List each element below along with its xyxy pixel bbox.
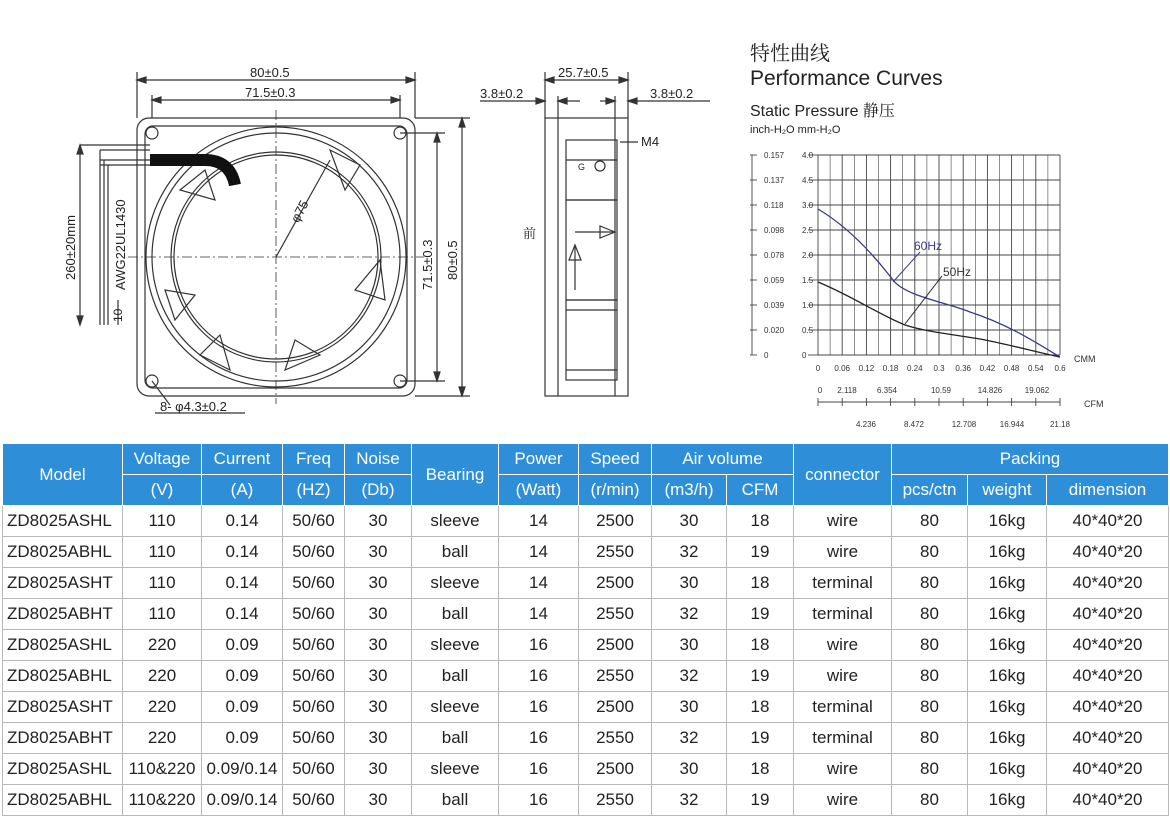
table-cell: 30 [345, 568, 412, 599]
table-cell: 40*40*20 [1047, 568, 1169, 599]
inch-tick-label: 0.157 [764, 151, 785, 160]
table-cell: terminal [794, 692, 892, 723]
table-cell: 16kg [968, 537, 1047, 568]
table-cell: 30 [345, 506, 412, 537]
side-screw: M4 [641, 134, 660, 149]
header-current: Current [202, 444, 283, 475]
fan-front-view [77, 72, 470, 413]
table-cell: 0.09 [202, 661, 283, 692]
table-cell: sleeve [412, 692, 499, 723]
header-speed: Speed [579, 444, 652, 475]
table-cell: 2500 [579, 692, 652, 723]
table-row [3, 568, 1169, 599]
table-cell: 0.14 [202, 506, 283, 537]
perf-axis-labels [764, 151, 1104, 429]
table-cell: 32 [652, 785, 727, 816]
table-row [3, 661, 1169, 692]
curve-50hz-leader [905, 276, 942, 324]
table-cell: 0.09 [202, 692, 283, 723]
table-cell: wire [794, 630, 892, 661]
table-cell: 16kg [968, 568, 1047, 599]
cmm-tick-label: 0.36 [955, 364, 971, 373]
table-cell: 16 [499, 661, 579, 692]
table-cell: sleeve [412, 568, 499, 599]
table-cell: 80 [892, 537, 968, 568]
front-wire-label: AWG22UL1430 [113, 199, 128, 290]
table-cell: 0.14 [202, 568, 283, 599]
cfm-tick-label: 10.59 [930, 386, 952, 395]
table-cell: 16kg [968, 661, 1047, 692]
table-cell: 30 [652, 692, 727, 723]
table-cell: 19 [727, 785, 794, 816]
table-cell: 18 [727, 506, 794, 537]
table-cell: 16kg [968, 754, 1047, 785]
table-cell: wire [794, 537, 892, 568]
table-cell: 14 [499, 599, 579, 630]
cfm-tick-label: 14.826 [977, 386, 1003, 395]
cmm-tick-label: 0.24 [907, 364, 923, 373]
table-cell: 50/60 [283, 754, 345, 785]
header-model: Model [3, 444, 123, 506]
table-row [3, 599, 1169, 630]
table-cell-model: ZD8025ABHT [3, 723, 123, 754]
header-freq-unit: (HZ) [283, 475, 345, 506]
table-cell: 80 [892, 661, 968, 692]
cmm-tick-label: 0.12 [858, 364, 875, 373]
table-cell: 30 [652, 568, 727, 599]
table-cell-model: ZD8025ABHL [3, 537, 123, 568]
spec-table [2, 443, 1169, 816]
table-cell: 2500 [579, 568, 652, 599]
table-cell: 40*40*20 [1047, 723, 1169, 754]
table-cell: 18 [727, 692, 794, 723]
header-voltage-unit: (V) [123, 475, 202, 506]
table-cell: 16 [499, 754, 579, 785]
table-cell: ball [412, 599, 499, 630]
perf-title-cn: 特性曲线 [750, 43, 830, 65]
table-cell: 30 [345, 785, 412, 816]
table-cell: 0.09/0.14 [202, 754, 283, 785]
inch-tick-label: 0 [764, 351, 769, 360]
header-weight: weight [968, 475, 1047, 506]
cfm-tick-label: 0 [817, 386, 823, 395]
table-cell: 16 [499, 723, 579, 754]
table-cell: wire [794, 661, 892, 692]
table-cell: 40*40*20 [1047, 692, 1169, 723]
table-cell: 2500 [579, 754, 652, 785]
table-cell: 32 [652, 599, 727, 630]
header-noise-unit: (Db) [345, 475, 412, 506]
front-height-hole: 71.5±0.3 [420, 239, 435, 290]
header-bearing: Bearing [412, 444, 499, 506]
side-front-mark: 前 [523, 226, 537, 241]
mm-tick-label: 1.5 [802, 276, 814, 285]
cmm-axis-label: CMM [1074, 354, 1096, 364]
table-row [3, 630, 1169, 661]
front-width-outer: 80±0.5 [250, 65, 290, 80]
table-cell: 80 [892, 692, 968, 723]
table-cell: 110&220 [123, 754, 202, 785]
table-row [3, 785, 1169, 816]
cfm-tick-label: 16.944 [999, 420, 1025, 429]
cmm-tick-label: 0.42 [979, 364, 996, 373]
table-cell: 30 [652, 506, 727, 537]
table-cell: 220 [123, 692, 202, 723]
front-width-hole: 71.5±0.3 [245, 85, 296, 100]
table-cell: 19 [727, 661, 794, 692]
table-cell: 50/60 [283, 599, 345, 630]
table-cell: 110 [123, 568, 202, 599]
side-ground-mark: G [578, 162, 586, 172]
table-cell: 30 [345, 661, 412, 692]
table-cell: 2500 [579, 506, 652, 537]
header-air-cfm: CFM [727, 475, 794, 506]
cmm-tick-label: 0.06 [834, 364, 850, 373]
table-cell: 80 [892, 568, 968, 599]
table-cell: 16kg [968, 723, 1047, 754]
front-strip-len: 10 [111, 308, 125, 322]
table-cell: terminal [794, 568, 892, 599]
table-cell: 40*40*20 [1047, 599, 1169, 630]
header-noise: Noise [345, 444, 412, 475]
table-cell: 30 [345, 754, 412, 785]
cfm-tick-label: 6.354 [876, 386, 898, 395]
inch-tick-label: 0.118 [764, 201, 784, 210]
mm-tick-label: 3.0 [802, 201, 814, 210]
header-power-unit: (Watt) [499, 475, 579, 506]
table-cell: 2550 [579, 599, 652, 630]
table-cell: 30 [652, 630, 727, 661]
table-cell: 14 [499, 568, 579, 599]
fan-side-view [480, 72, 710, 396]
table-cell: sleeve [412, 506, 499, 537]
perf-subtitle: Static Pressure 静压 [750, 103, 895, 120]
table-cell: 30 [652, 754, 727, 785]
table-cell: 220 [123, 661, 202, 692]
table-cell: 32 [652, 661, 727, 692]
table-cell: 50/60 [283, 692, 345, 723]
header-air-m3: (m3/h) [652, 475, 727, 506]
cmm-tick-label: 0.3 [933, 364, 945, 373]
table-cell: 19 [727, 537, 794, 568]
table-cell: 0.09 [202, 630, 283, 661]
table-cell: 50/60 [283, 568, 345, 599]
curve-50hz-label: 50Hz [943, 265, 972, 279]
table-cell: 0.09/0.14 [202, 785, 283, 816]
cfm-tick-label: 4.236 [855, 420, 877, 429]
side-left-flange: 3.8±0.2 [480, 86, 524, 101]
cmm-tick-label: 0.54 [1028, 364, 1044, 373]
mm-tick-label: 2.0 [802, 251, 814, 260]
table-cell: 16 [499, 692, 579, 723]
table-cell: 30 [345, 599, 412, 630]
table-cell: 50/60 [283, 506, 345, 537]
front-diameter: φ75 [287, 197, 312, 225]
cfm-tick-label: 21.18 [1049, 420, 1071, 429]
table-cell: 0.14 [202, 599, 283, 630]
table-cell: wire [794, 506, 892, 537]
table-cell: 30 [345, 537, 412, 568]
table-cell: 40*40*20 [1047, 506, 1169, 537]
cfm-tick-label: 19.062 [1024, 386, 1050, 395]
table-cell: 110 [123, 537, 202, 568]
table-cell: 2550 [579, 723, 652, 754]
table-cell: 220 [123, 723, 202, 754]
inch-tick-label: 0.098 [764, 226, 785, 235]
inch-tick-label: 0.137 [764, 176, 785, 185]
table-row [3, 692, 1169, 723]
table-cell: 16kg [968, 692, 1047, 723]
mm-tick-label: 1.0 [802, 301, 814, 310]
table-cell: 0.09 [202, 723, 283, 754]
table-cell: 32 [652, 723, 727, 754]
table-cell: ball [412, 723, 499, 754]
table-cell: 30 [345, 630, 412, 661]
table-cell-model: ZD8025ASHT [3, 692, 123, 723]
front-lead-length: 260±20mm [63, 215, 78, 280]
table-cell: 50/60 [283, 537, 345, 568]
mm-tick-label: 0.5 [802, 326, 814, 335]
front-holes: 8- φ4.3±0.2 [160, 399, 227, 414]
table-cell: 110 [123, 506, 202, 537]
table-cell: 110 [123, 599, 202, 630]
table-row [3, 506, 1169, 537]
curve-60hz-leader [893, 252, 920, 282]
table-cell: 80 [892, 630, 968, 661]
table-cell: 18 [727, 754, 794, 785]
cfm-tick-label: 2.118 [837, 386, 857, 395]
header-air-volume: Air volume [652, 444, 794, 475]
table-cell: ball [412, 661, 499, 692]
table-cell: sleeve [412, 754, 499, 785]
inch-tick-label: 0.039 [764, 301, 785, 310]
cfm-axis-label: CFM [1084, 399, 1104, 409]
table-cell: 50/60 [283, 630, 345, 661]
inch-tick-label: 0.059 [764, 276, 785, 285]
table-cell: 16kg [968, 785, 1047, 816]
table-cell: 2550 [579, 537, 652, 568]
table-cell-model: ZD8025ABHL [3, 785, 123, 816]
table-cell: 16kg [968, 506, 1047, 537]
table-row [3, 754, 1169, 785]
table-cell: 220 [123, 630, 202, 661]
table-cell-model: ZD8025ASHL [3, 754, 123, 785]
table-cell: terminal [794, 599, 892, 630]
table-cell: 80 [892, 754, 968, 785]
perf-units: inch-H₂O mm-H₂O [750, 124, 841, 136]
cfm-tick-label: 8.472 [903, 420, 925, 429]
side-depth: 25.7±0.5 [558, 65, 609, 80]
table-cell: ball [412, 785, 499, 816]
table-cell-model: ZD8025ASHT [3, 568, 123, 599]
table-cell: 50/60 [283, 785, 345, 816]
table-cell: 40*40*20 [1047, 661, 1169, 692]
table-cell: 40*40*20 [1047, 754, 1169, 785]
mm-tick-label: 2.5 [802, 226, 814, 235]
curve-60hz-label: 60Hz [914, 239, 943, 253]
table-cell: 80 [892, 599, 968, 630]
table-row [3, 537, 1169, 568]
table-cell: sleeve [412, 630, 499, 661]
table-cell: 18 [727, 568, 794, 599]
table-cell: 40*40*20 [1047, 630, 1169, 661]
table-row [3, 723, 1169, 754]
header-power: Power [499, 444, 579, 475]
cmm-tick-label: 0 [815, 364, 821, 373]
table-cell: ball [412, 537, 499, 568]
table-cell: 16kg [968, 630, 1047, 661]
mm-tick-label: 4.5 [802, 176, 814, 185]
table-cell: 2550 [579, 661, 652, 692]
table-cell: terminal [794, 723, 892, 754]
table-cell: 30 [345, 723, 412, 754]
inch-tick-label: 0.020 [764, 326, 785, 335]
table-cell: 16 [499, 630, 579, 661]
side-right-flange: 3.8±0.2 [650, 86, 694, 101]
mm-tick-label: 0 [802, 351, 807, 360]
cmm-tick-label: 0.18 [882, 364, 899, 373]
table-cell: 16 [499, 785, 579, 816]
table-cell: 30 [345, 692, 412, 723]
cfm-tick-label: 12.708 [951, 420, 977, 429]
table-cell-model: ZD8025ABHL [3, 661, 123, 692]
table-cell: 2500 [579, 630, 652, 661]
table-cell: 40*40*20 [1047, 537, 1169, 568]
table-cell: wire [794, 785, 892, 816]
table-cell: 2550 [579, 785, 652, 816]
header-dimension: dimension [1047, 475, 1169, 506]
table-cell: 80 [892, 785, 968, 816]
header-speed-unit: (r/min) [579, 475, 652, 506]
table-cell: 18 [727, 630, 794, 661]
table-cell: 40*40*20 [1047, 785, 1169, 816]
header-current-unit: (A) [202, 475, 283, 506]
mm-tick-label: 4.0 [802, 151, 814, 160]
table-cell: 50/60 [283, 661, 345, 692]
table-cell: 80 [892, 506, 968, 537]
table-cell: 80 [892, 723, 968, 754]
table-cell: 50/60 [283, 723, 345, 754]
cmm-tick-label: 0.6 [1054, 364, 1066, 373]
inch-tick-label: 0.078 [764, 251, 785, 260]
table-cell-model: ZD8025ASHL [3, 630, 123, 661]
cmm-tick-label: 0.48 [1003, 364, 1020, 373]
table-cell: 110&220 [123, 785, 202, 816]
header-connector: connector [794, 444, 892, 506]
table-cell: 32 [652, 537, 727, 568]
header-freq: Freq [283, 444, 345, 475]
table-cell: 16kg [968, 599, 1047, 630]
table-cell: wire [794, 754, 892, 785]
table-cell-model: ZD8025ABHT [3, 599, 123, 630]
header-voltage: Voltage [123, 444, 202, 475]
table-cell: 19 [727, 599, 794, 630]
header-packing: Packing [892, 444, 1169, 475]
table-cell-model: ZD8025ASHL [3, 506, 123, 537]
perf-title-en: Performance Curves [750, 67, 943, 90]
table-cell: 14 [499, 537, 579, 568]
front-height-outer: 80±0.5 [445, 240, 460, 280]
table-cell: 14 [499, 506, 579, 537]
table-cell: 0.14 [202, 537, 283, 568]
table-cell: 19 [727, 723, 794, 754]
header-pcs: pcs/ctn [892, 475, 968, 506]
spec-table-body [3, 506, 1169, 816]
